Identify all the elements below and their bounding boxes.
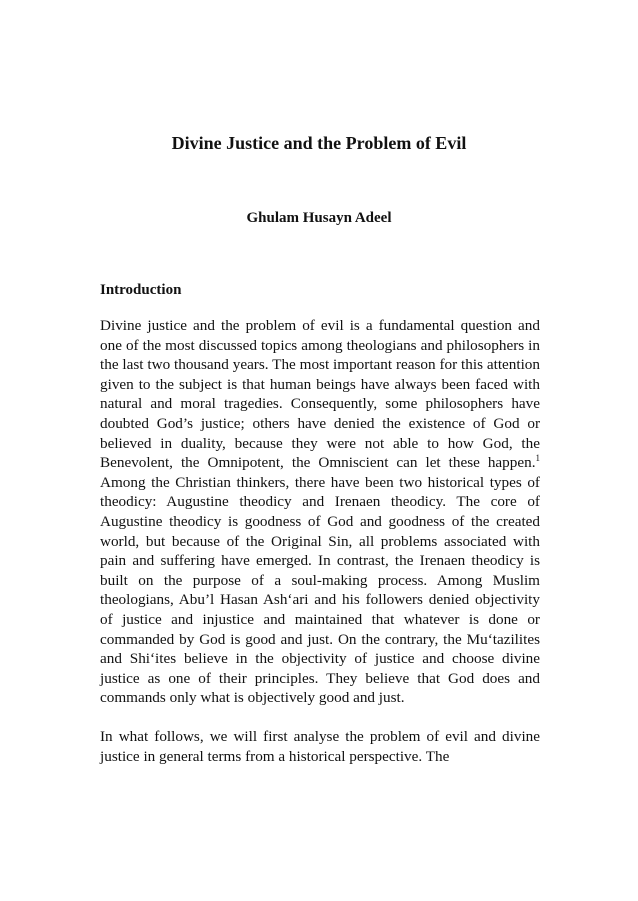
section-heading: Introduction xyxy=(100,282,182,298)
body-text xyxy=(100,316,540,786)
paragraph-introduction xyxy=(100,316,540,708)
paragraph-text: Among the Christian thinkers, there have been two historical types of theodicy: Augustine theodicy and Irenaen theodicy. The core of Augustine theodicy is goodness of God and goodness of the created world, but because of the Original Sin, all problems associated with pain and suffering have emerged. In contrast, the Irenaen theodicy is built on the purpose of a soul-making process. Among Muslim theologians, Abu’l Hasan Ash‘ari and his followers denied objectivity of justice and injustice and maintained that whatever is done or commanded by God is good and just. On the contrary, the Mu‘tazilites and Shi‘ites believe in the objectivity of justice and choose divine justice as one of their principles. They believe that God does and commands only what is objectively good and just. xyxy=(100,473,540,707)
paragraph-text: Divine justice and the problem of evil is a fundamental question and one of the most discussed topics among theologians and philosophers in the last two thousand years. The most important reason for this attention given to the subject is that human beings have always been faced with natural and moral tragedies. Consequently, some philosophers have doubted God’s justice; others have denied the existence of God or believed in duality, because they were not able to how God, the Benevolent, the Omnipotent, the Omniscient can let these happen. xyxy=(100,317,540,472)
document-title: Divine Justice and the Problem of Evil xyxy=(171,133,467,153)
footnote-marker[interactable]: 1 xyxy=(535,453,540,464)
paragraph-outline: In what follows, we will first analyse the problem of evil and divine justice in general terms from a historical perspective. The xyxy=(100,728,540,766)
author-name: Ghulam Husayn Adeel xyxy=(246,210,392,226)
